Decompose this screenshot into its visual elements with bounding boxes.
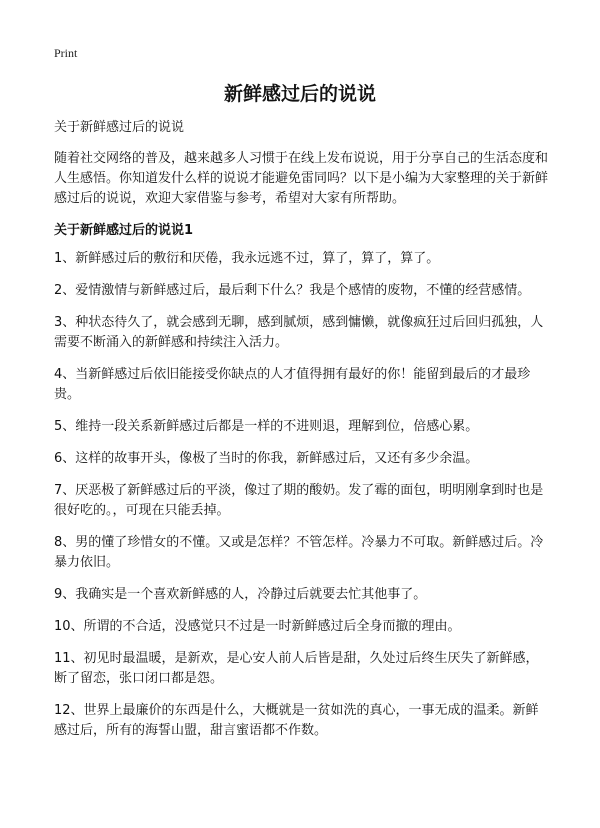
print-link[interactable]: Print	[54, 46, 78, 60]
list-item: 10、所谓的不合适，没感觉只不过是一时新鲜感过后全身而撤的理由。	[54, 619, 461, 634]
list-item: 1、新鲜感过后的敷衍和厌倦，我永远逃不过，算了，算了，算了。	[54, 251, 440, 266]
list-item: 8、男的懂了珍惜女的不懂。又或是怎样？不管怎样。冷暴力不可取。新鲜感过后。冷暴力依旧。	[54, 535, 544, 570]
list-item: 11、初见时最温暖，是新欢，是心安人前人后皆是甜，久处过后终生厌失了新鲜感，断了留恋，张口闭口都是怨。	[54, 651, 539, 686]
section-heading: 关于新鲜感过后的说说1	[54, 223, 194, 238]
list-item: 5、维持一段关系新鲜感过后都是一样的不进则退，理解到位，倍感心累。	[54, 419, 479, 434]
list-item: 3、种状态待久了，就会感到无聊，感到腻烦，感到慵懒，就像疯狂过后回归孤独，人需要不断涌入的新鲜感和持续注入活力。	[54, 315, 544, 350]
list-item: 2、爱情激情与新鲜感过后，最后剩下什么？我是个感情的废物，不懂的经营感情。	[54, 283, 531, 298]
list-item: 6、这样的故事开头，像极了当时的你我，新鲜感过后，又还有多少余温。	[54, 451, 479, 466]
intro-paragraph: 随着社交网络的普及，越来越多人习惯于在线上发布说说，用于分享自己的生活态度和人生感悟。你知道发什么样的说说才能避免雷同吗？以下是小编为大家整理的关于新鲜感过后的说说，欢迎大家借鉴与参考，希望对大家有所帮助。	[54, 151, 549, 206]
page-title: 新鲜感过后的说说	[223, 83, 376, 105]
article-subtitle: 关于新鲜感过后的说说	[54, 120, 185, 135]
list-item: 9、我确实是一个喜欢新鲜感的人，冷静过后就要去忙其他事了。	[54, 587, 427, 602]
list-item: 12、世界上最廉价的东西是什么，大概就是一贫如洗的真心，一事无成的温柔。新鲜感过后，所有的海誓山盟，甜言蜜语都不作数。	[54, 703, 539, 738]
list-item: 4、当新鲜感过后依旧能接受你缺点的人才值得拥有最好的你！能留到最后的才最珍贵。	[54, 367, 531, 402]
article-body	[54, 118, 548, 753]
list-item: 7、厌恶极了新鲜感过后的平淡，像过了期的酸奶。发了霉的面包，明明刚拿到时也是很好吃的。，可现在只能丢掉。	[54, 483, 544, 518]
